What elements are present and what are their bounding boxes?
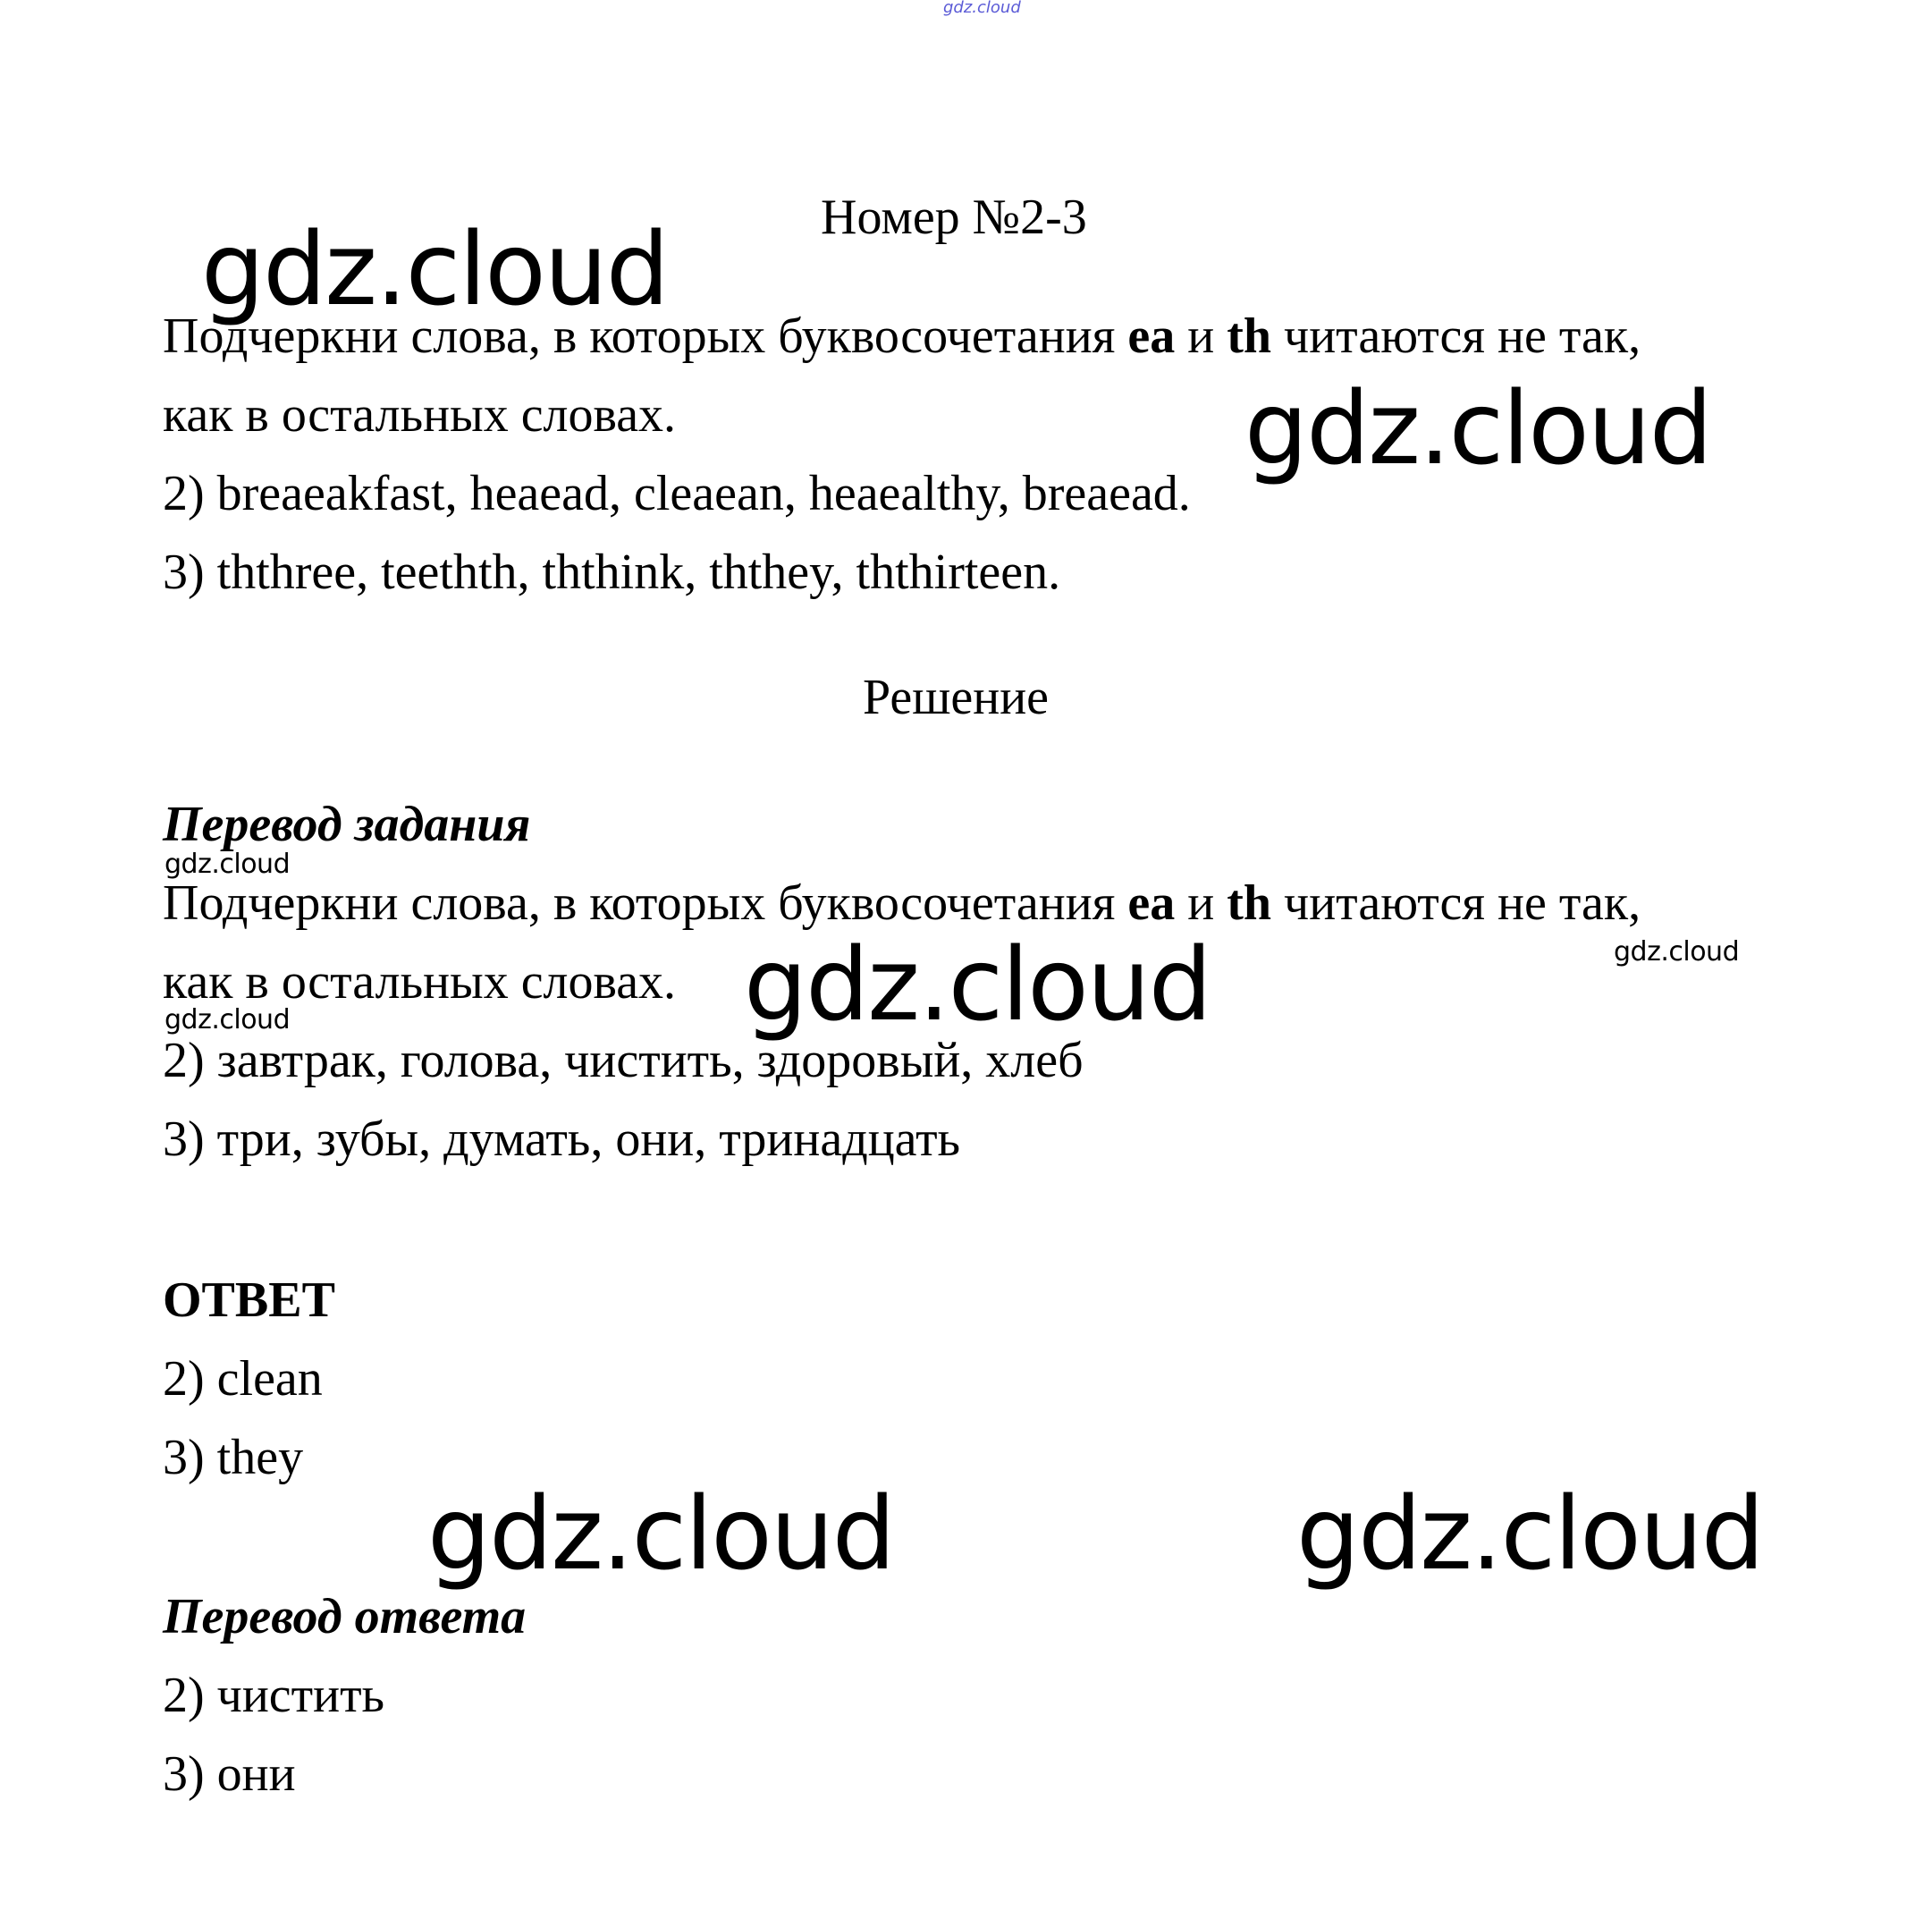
- translation-bold-th: th: [1227, 875, 1272, 931]
- watermark-large-3: gdz.cloud: [744, 927, 1211, 1044]
- translation-item-2: 2) завтрак, голова, чистить, здоровый, хлеб: [163, 1033, 1084, 1088]
- translation-intro-line1: [163, 875, 1641, 931]
- translation-task-heading: Перевод задания: [163, 797, 531, 852]
- watermark-large-5: gdz.cloud: [1296, 1476, 1763, 1593]
- translation-bold-ea: ea: [1127, 875, 1176, 931]
- translation-intro-text-1: Подчеркни слова, в которых буквосочетания: [163, 875, 1128, 931]
- watermark-small-1: gdz.cloud: [165, 849, 291, 880]
- task-item-2: 2) breaeakfast, heaead, cleaean, heaealthy, breaead.: [163, 466, 1191, 521]
- task-intro-text-1: Подчеркни слова, в которых буквосочетания: [163, 308, 1128, 364]
- translation-answer-item-2: 2) чистить: [163, 1668, 385, 1723]
- task-bold-ea: ea: [1127, 308, 1176, 364]
- watermark-large-2: gdz.cloud: [1244, 371, 1711, 487]
- answer-item-3: 3) they: [163, 1430, 304, 1485]
- task-intro-line2: как в остальных словах.: [163, 387, 677, 443]
- translation-intro-line2: как в остальных словах.: [163, 954, 677, 1010]
- answer-heading: ОТВЕТ: [163, 1272, 335, 1328]
- watermark-large-4: gdz.cloud: [427, 1476, 894, 1593]
- task-item-3: 3) ththree, teethth, ththink, ththey, ththirteen.: [163, 545, 1061, 600]
- translation-answer-item-3: 3) они: [163, 1746, 296, 1802]
- translation-intro-text-3: читаются не так,: [1271, 875, 1641, 931]
- watermark-top: gdz.cloud: [943, 0, 1021, 17]
- page-title: Номер №2-3: [821, 190, 1087, 245]
- watermark-small-3: gdz.cloud: [165, 1004, 291, 1035]
- answer-item-2: 2) clean: [163, 1351, 323, 1407]
- solution-heading: Решение: [863, 670, 1050, 725]
- task-bold-th: th: [1227, 308, 1272, 364]
- translation-answer-heading: Перевод ответа: [163, 1589, 527, 1644]
- translation-item-3: 3) три, зубы, думать, они, тринадцать: [163, 1111, 961, 1167]
- watermark-small-2: gdz.cloud: [1614, 936, 1740, 968]
- task-intro-text-2: и: [1175, 308, 1228, 364]
- task-intro-text-3: читаются не так,: [1271, 308, 1641, 364]
- translation-intro-text-2: и: [1175, 875, 1228, 931]
- watermark-large-1: gdz.cloud: [201, 212, 668, 328]
